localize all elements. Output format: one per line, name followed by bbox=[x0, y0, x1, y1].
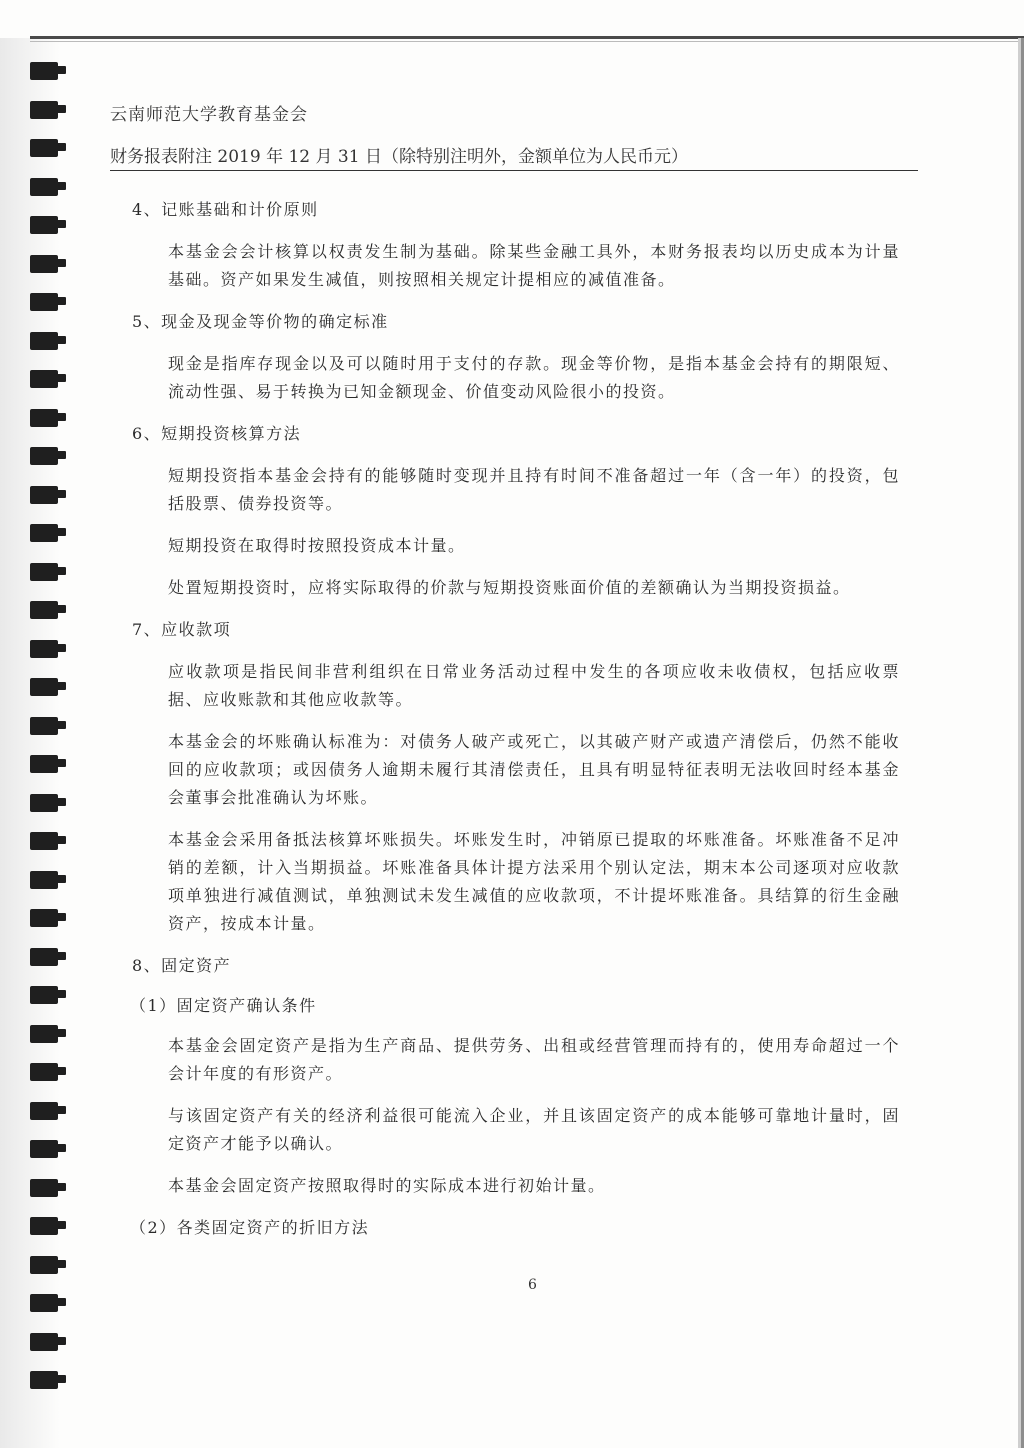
binding-holes bbox=[30, 0, 70, 1448]
header-rule bbox=[110, 170, 918, 171]
section-heading-4: 4、记账基础和计价原则 bbox=[132, 200, 319, 219]
binding-hole bbox=[30, 832, 58, 850]
binding-hole bbox=[30, 409, 58, 427]
paragraph: 本基金会固定资产按照取得时的实际成本进行初始计量。 bbox=[168, 1176, 606, 1195]
binding-hole bbox=[30, 62, 58, 80]
binding-hole bbox=[30, 332, 58, 350]
binding-hole bbox=[30, 1063, 58, 1081]
binding-hole bbox=[30, 178, 58, 196]
binding-hole bbox=[30, 370, 58, 388]
organization-name: 云南师范大学教育基金会 bbox=[110, 105, 308, 125]
page-number: 6 bbox=[528, 1277, 537, 1293]
binding-hole bbox=[30, 755, 58, 773]
paragraph: 短期投资在取得时按照投资成本计量。 bbox=[168, 536, 466, 555]
binding-hole bbox=[30, 717, 58, 735]
binding-hole bbox=[30, 139, 58, 157]
section-heading-5: 5、现金及现金等价物的确定标准 bbox=[132, 312, 389, 331]
paragraph: 与该固定资产有关的经济利益很可能流入企业，并且该固定资产的成本能够可靠地计量时，固定资产才能予以确认。 bbox=[168, 1106, 900, 1153]
paragraph: 处置短期投资时，应将实际取得的价款与短期投资账面价值的差额确认为当期投资损益。 bbox=[168, 578, 851, 597]
binding-hole bbox=[30, 794, 58, 812]
binding-hole bbox=[30, 524, 58, 542]
binding-hole bbox=[30, 1179, 58, 1197]
section-heading-7: 7、应收款项 bbox=[132, 620, 232, 639]
paragraph: 应收款项是指民间非营利组织在日常业务活动过程中发生的各项应收未收债权，包括应收票据、应收账款和其他应收款等。 bbox=[168, 662, 900, 709]
paragraph: 现金是指库存现金以及可以随时用于支付的存款。现金等价物，是指本基金会持有的期限短、流动性强、易于转换为已知金额现金、价值变动风险很小的投资。 bbox=[168, 354, 900, 401]
binding-hole bbox=[30, 1333, 58, 1351]
binding-hole bbox=[30, 293, 58, 311]
binding-hole bbox=[30, 948, 58, 966]
paragraph: 本基金会采用备抵法核算坏账损失。坏账发生时，冲销原已提取的坏账准备。坏账准备不足冲销的差额，计入当期损益。坏账准备具体计提方法采用个别认定法，期末本公司逐项对应收款项单独进行减值测试，单独测试未发生减值的应收款项，不计提坏账准备。具结算的衍生金融资产，按成本计量。 bbox=[168, 830, 900, 933]
subsection-heading-2: （2）各类固定资产的折旧方法 bbox=[130, 1218, 370, 1237]
binding-hole bbox=[30, 255, 58, 273]
document-body bbox=[130, 196, 900, 1242]
binding-hole bbox=[30, 871, 58, 889]
paragraph: 本基金会的坏账确认标准为：对债务人破产或死亡，以其破产财产或遗产清偿后，仍然不能收回的应收款项；或因债务人逾期未履行其清偿责任，且具有明显特征表明无法收回时经本基金会董事会批准确认为坏账。 bbox=[168, 732, 900, 807]
page-top-edge bbox=[30, 36, 1024, 39]
paragraph: 本基金会固定资产是指为生产商品、提供劳务、出租或经营管理而持有的，使用寿命超过一个会计年度的有形资产。 bbox=[168, 1036, 900, 1083]
binding-hole bbox=[30, 1102, 58, 1120]
binding-hole bbox=[30, 986, 58, 1004]
section-heading-8: 8、固定资产 bbox=[132, 956, 232, 975]
binding-hole bbox=[30, 216, 58, 234]
binding-hole bbox=[30, 563, 58, 581]
subsection-heading-1: （1）固定资产确认条件 bbox=[130, 996, 317, 1015]
binding-hole bbox=[30, 101, 58, 119]
binding-hole bbox=[30, 1371, 58, 1389]
report-subtitle: 财务报表附注 2019 年 12 月 31 日（除特别注明外，金额单位为人民币元） bbox=[110, 147, 688, 167]
binding-hole bbox=[30, 1140, 58, 1158]
binding-hole bbox=[30, 640, 58, 658]
paragraph: 短期投资指本基金会持有的能够随时变现并且持有时间不准备超过一年（含一年）的投资，包括股票、债券投资等。 bbox=[168, 466, 900, 513]
binding-hole bbox=[30, 1294, 58, 1312]
document-header bbox=[110, 100, 920, 168]
binding-hole bbox=[30, 1217, 58, 1235]
binding-hole bbox=[30, 486, 58, 504]
binding-hole bbox=[30, 447, 58, 465]
binding-hole bbox=[30, 601, 58, 619]
section-heading-6: 6、短期投资核算方法 bbox=[132, 424, 302, 443]
binding-hole bbox=[30, 1025, 58, 1043]
binding-hole bbox=[30, 1256, 58, 1274]
paragraph: 本基金会会计核算以权责发生制为基础。除某些金融工具外，本财务报表均以历史成本为计量基础。资产如果发生减值，则按照相关规定计提相应的减值准备。 bbox=[168, 242, 900, 289]
page-top-edge-line bbox=[30, 41, 1024, 42]
binding-hole bbox=[30, 678, 58, 696]
binding-hole bbox=[30, 909, 58, 927]
